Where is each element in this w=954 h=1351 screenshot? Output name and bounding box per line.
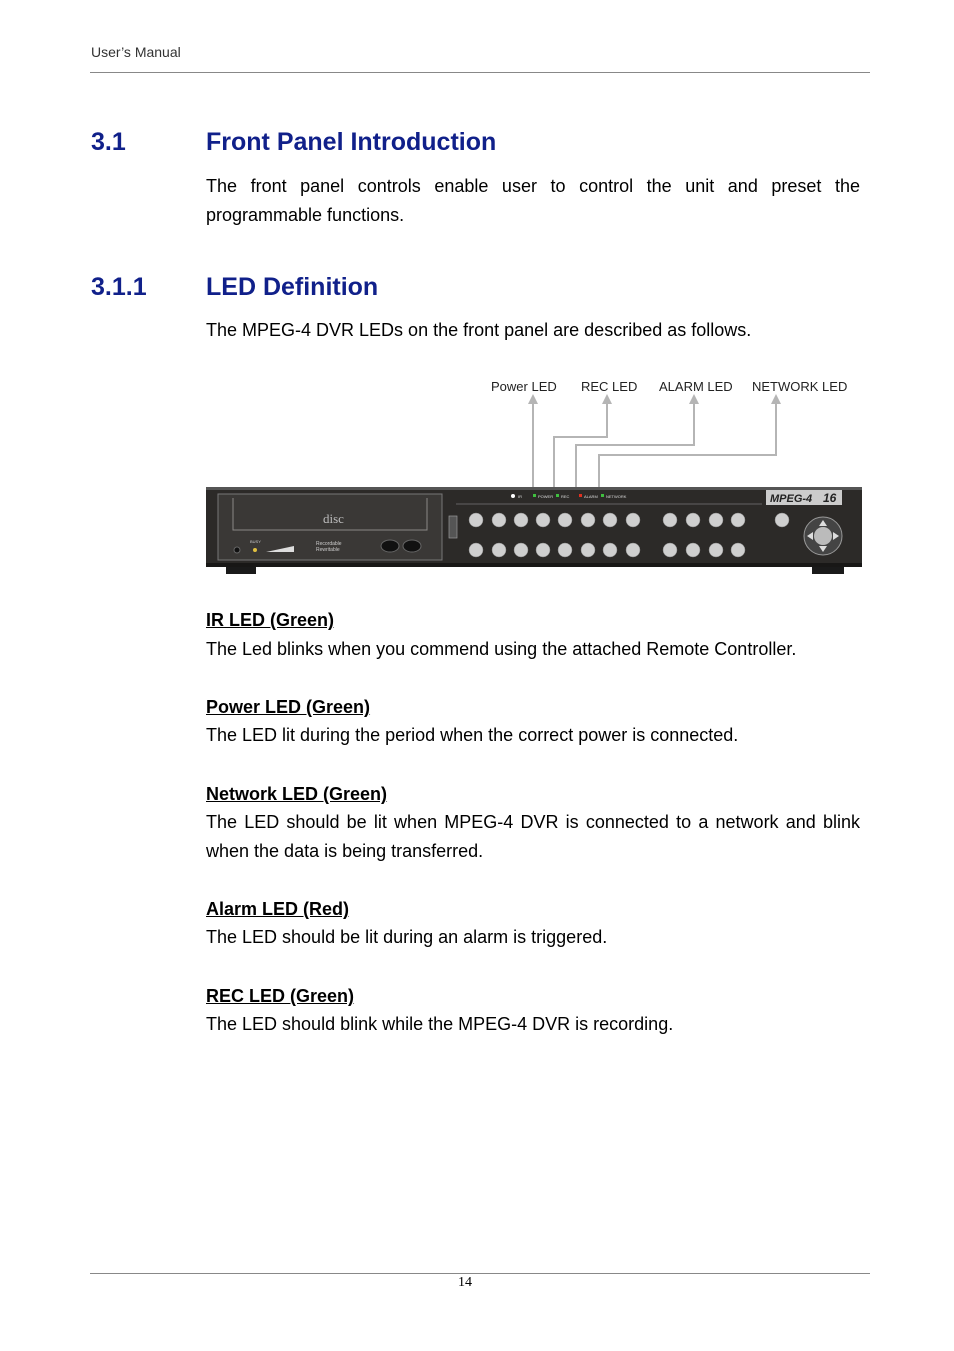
eject-hole: [234, 547, 240, 553]
item-text-rec-led: The LED should blink while the MPEG-4 DVR is recording.: [206, 1014, 674, 1034]
direction-pad-center: [814, 527, 832, 545]
item-title-alarm-led: Alarm LED (Red): [206, 899, 350, 919]
rec-led: [556, 494, 559, 497]
callout-alarm-led: ALARM LED: [659, 379, 733, 394]
callout-arrowheads: [528, 394, 781, 404]
rewritable-label: Rewritable: [316, 547, 340, 553]
item-text-ir-led: The Led blinks when you commend using the attached Remote Controller.: [206, 639, 797, 659]
footer-divider: [90, 1273, 870, 1274]
item-title-ir-led: IR LED (Green): [206, 610, 335, 630]
power-led-label: POWER: [538, 494, 554, 499]
section-intro: The front panel controls enable user to control the unit and preset the programmable functions.: [206, 176, 860, 225]
item-text-network-led: The LED should be lit when MPEG-4 DVR is connected to a network and blink when the data is being transferred.: [206, 812, 860, 861]
subsection-title: LED Definition: [206, 273, 379, 301]
section-number: 3.1: [91, 128, 126, 156]
page-number: 14: [458, 1275, 472, 1290]
running-header: User’s Manual: [91, 44, 181, 60]
item-title-network-led: Network LED (Green): [206, 784, 388, 804]
tray-button-1: [381, 540, 399, 552]
brand-text: MPEG-4: [770, 493, 813, 505]
ir-led-label: IR: [518, 494, 522, 499]
busy-led: [253, 548, 257, 552]
callout-network-led: NETWORK LED: [752, 379, 848, 394]
usb-slot: [449, 516, 457, 538]
subsection-number: 3.1.1: [91, 273, 147, 301]
busy-label: BUSY: [250, 539, 261, 544]
item-text-alarm-led: The LED should be lit during an alarm is triggered.: [206, 927, 608, 947]
callout-lines: [533, 402, 776, 492]
power-led: [533, 494, 536, 497]
recordable-label: Recordable: [316, 541, 342, 547]
alarm-led: [579, 494, 582, 497]
item-title-power-led: Power LED (Green): [206, 697, 371, 717]
callout-power-led: Power LED: [491, 379, 557, 394]
left-foot: [226, 566, 256, 574]
section-title: Front Panel Introduction: [206, 128, 497, 156]
right-foot: [812, 566, 844, 574]
callout-rec-led: REC LED: [581, 379, 638, 394]
network-led: [601, 494, 604, 497]
dvr-front-panel-figure: [206, 370, 862, 580]
header-divider: [90, 72, 870, 73]
tray-button-2: [403, 540, 421, 552]
ir-led: [511, 494, 515, 498]
alarm-led-label: ALARM: [584, 494, 598, 499]
brand-number: 16: [823, 491, 837, 505]
rec-led-label: REC: [561, 494, 570, 499]
item-text-power-led: The LED lit during the period when the correct power is connected.: [206, 725, 739, 745]
network-led-label: NETWORK: [606, 494, 627, 499]
subsection-intro: The MPEG-4 DVR LEDs on the front panel are described as follows.: [206, 320, 752, 340]
disc-label: disc: [323, 511, 344, 526]
item-title-rec-led: REC LED (Green): [206, 986, 355, 1006]
